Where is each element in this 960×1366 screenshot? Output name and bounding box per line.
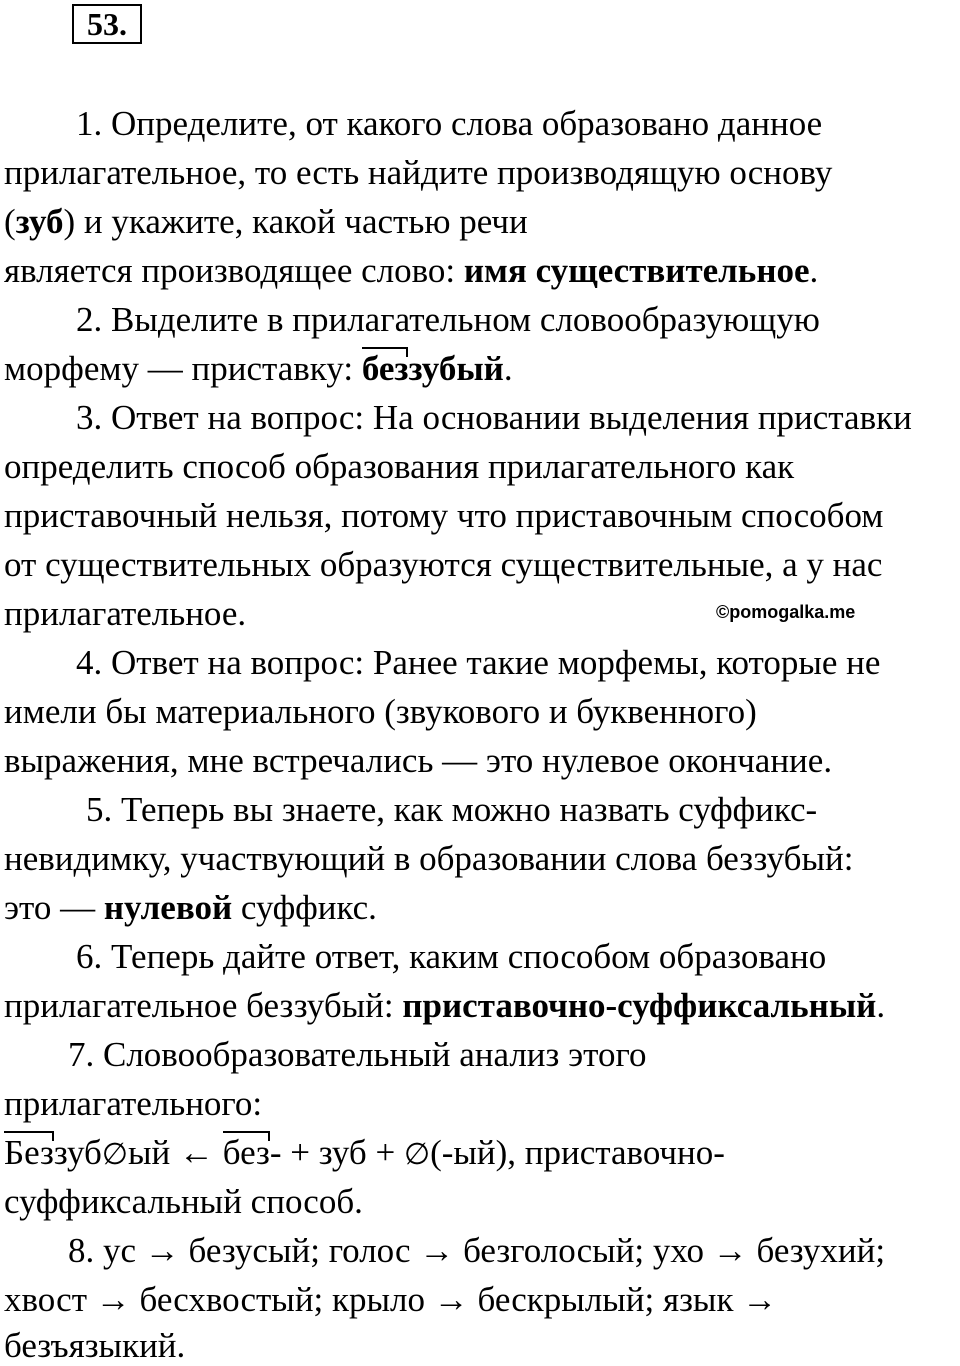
text-line: прилагательное. <box>4 594 247 633</box>
text-fragment: морфему — приставку: <box>4 349 362 388</box>
text-line: 4. Ответ на вопрос: Ранее такие морфемы, которые не <box>76 643 881 682</box>
root-text: зуб <box>53 1133 102 1172</box>
bold-term: зуб <box>15 202 64 241</box>
zero-suffix-icon: ∅ <box>403 1137 431 1172</box>
word-rest: зубый <box>408 349 504 388</box>
watermark: ©pomogalka.me <box>716 602 856 622</box>
text-fragment: является производящее слово: <box>4 251 464 290</box>
text-fragment: . <box>503 349 513 388</box>
text-line <box>4 986 885 1026</box>
text-line: суффиксальный способ. <box>4 1182 363 1221</box>
text-line <box>4 888 377 928</box>
word-bezzubyi <box>362 349 504 388</box>
text-line: 2. Выделите в прилагательном словообразующую <box>76 300 820 339</box>
text-line: от существительных образуются существительные, а у нас <box>4 545 883 584</box>
prefix-morpheme <box>362 349 409 389</box>
text-line: 6. Теперь дайте ответ, каким способом образовано <box>76 937 827 976</box>
text-line: прилагательное, то есть найдите производящую основу <box>4 153 833 192</box>
bold-term: имя существительное <box>463 251 810 290</box>
text-fragment: . <box>809 251 819 290</box>
text-fragment: ) и укажите, какой частью речи <box>63 202 528 241</box>
text-fragment: это — <box>4 888 104 927</box>
text-fragment: - + зуб + <box>269 1133 404 1172</box>
text-line: 5. Теперь вы знаете, как можно назвать суффикс- <box>86 790 818 829</box>
prefix-text: Без <box>4 1133 54 1172</box>
text-fragment: суффикс. <box>232 888 377 927</box>
prefix-mark-icon <box>223 1131 270 1141</box>
bold-term: нулевой <box>103 888 233 927</box>
prefix-morpheme <box>223 1133 270 1173</box>
text-line: приставочный нельзя, потому что приставочным способом <box>4 496 884 535</box>
text-fragment: . <box>876 986 886 1025</box>
prefix-morpheme <box>4 1133 54 1173</box>
text-line: невидимку, участвующий в образовании слова беззубый: <box>4 839 854 878</box>
prefix-text: без <box>361 349 409 388</box>
text-line: хвост → бесхвостый; крыло → бескрылый; язык → <box>4 1280 778 1319</box>
text-line <box>4 349 513 389</box>
bold-term: приставочно-суффиксальный <box>402 986 877 1025</box>
text-line: выражения, мне встречались — это нулевое окончание. <box>4 741 833 780</box>
text-fragment: прилагательное беззубый: <box>4 986 403 1025</box>
text-line: 1. Определите, от какого слова образовано данное <box>76 104 823 143</box>
text-fragment: ( <box>4 202 16 241</box>
text-line: прилагательного: <box>4 1084 263 1123</box>
text-line <box>4 202 528 242</box>
zero-suffix-icon: ∅ <box>101 1137 128 1172</box>
prefix-text: без <box>222 1133 270 1172</box>
text-line: 8. ус → безусый; голос → безголосый; ухо → безухий; <box>68 1231 886 1270</box>
task-number: 53. <box>72 4 142 44</box>
text-line: 3. Ответ на вопрос: На основании выделения приставки <box>76 398 912 437</box>
prefix-mark-icon <box>4 1131 54 1141</box>
text-line: определить способ образования прилагательного как <box>4 447 795 486</box>
text-line: 7. Словообразовательный анализ этого <box>68 1035 647 1074</box>
text-line <box>4 251 818 291</box>
text-fragment: (-ый), приставочно- <box>430 1133 725 1172</box>
text-line: имели бы материального (звукового и буквенного) <box>4 692 757 731</box>
prefix-mark-icon <box>362 347 409 357</box>
morpheme-analysis-line <box>4 1133 725 1175</box>
text-fragment: ый ← <box>127 1133 223 1172</box>
text-line: безъязыкий. <box>4 1326 186 1365</box>
